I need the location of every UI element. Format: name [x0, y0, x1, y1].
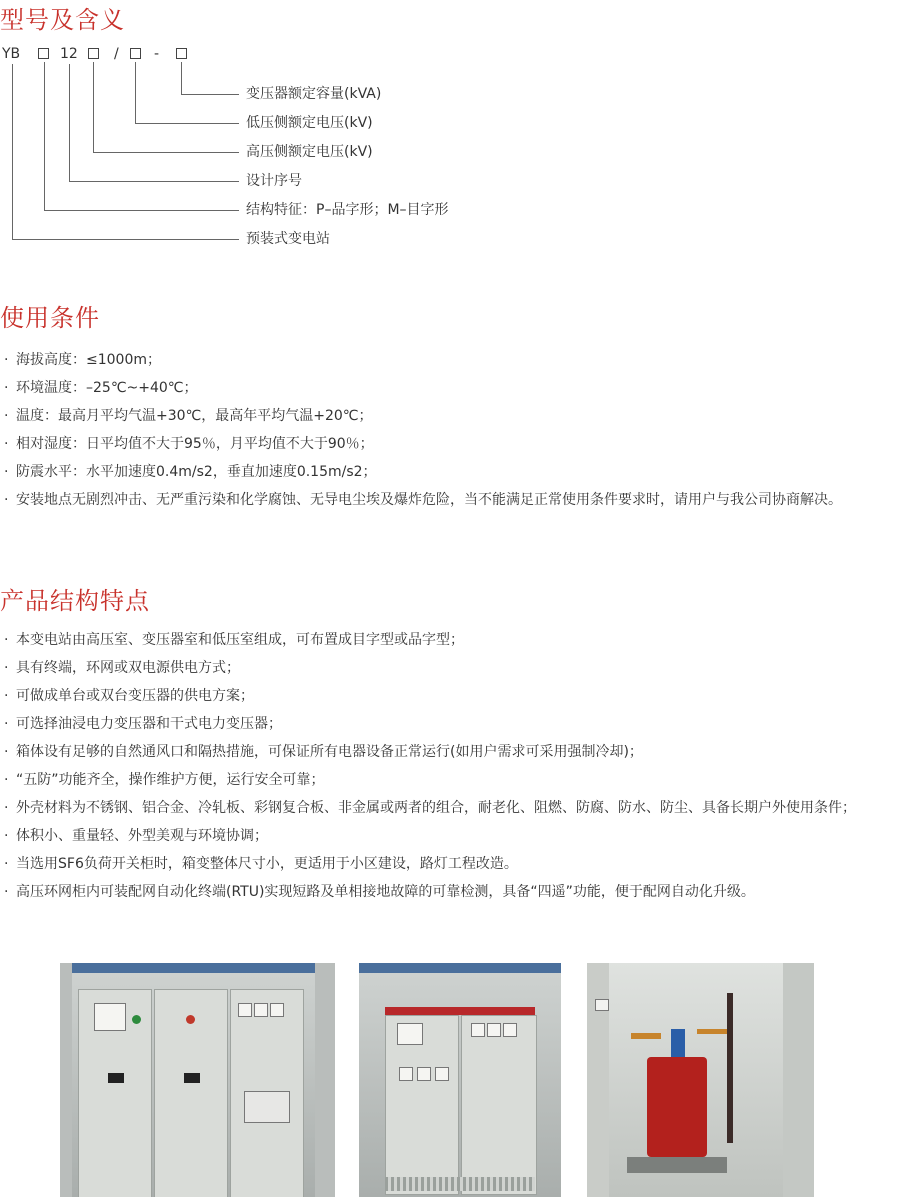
model-square-capacity	[176, 48, 187, 59]
meter-dial	[399, 1067, 413, 1081]
legend-hv-voltage: 高压侧额定电压(kV)	[246, 144, 373, 160]
list-item: · 相对湿度：日平均值不大于95％，月平均值不大于90％；	[0, 430, 905, 458]
legend-lv-voltage: 低压侧额定电压(kV)	[246, 115, 373, 131]
bullet: ·	[4, 408, 9, 424]
bullet: ·	[4, 436, 9, 452]
door-right	[315, 963, 335, 1197]
legend-capacity: 变压器额定容量(kVA)	[246, 86, 382, 102]
indicator-light	[186, 1015, 195, 1024]
leader-line	[12, 239, 239, 240]
gauge	[595, 999, 609, 1011]
list-item: · 环境温度：–25℃~+40℃；	[0, 374, 905, 402]
door-left	[60, 963, 72, 1197]
list-item: · 海拔高度：≤1000m；	[0, 346, 905, 374]
model-slash: /	[114, 46, 119, 62]
roof	[60, 963, 335, 973]
bullet: ·	[4, 352, 9, 368]
photo-switchgear-cabinets	[60, 963, 335, 1197]
list-item: · 安装地点无剧烈冲击、无严重污染和化学腐蚀、无导电尘埃及爆炸危险，当不能满足正常使用条件要求时，请用户与我公司协商解决。	[0, 486, 905, 514]
photo-low-voltage-cabinet	[359, 963, 561, 1197]
operating-slot	[108, 1073, 124, 1083]
model-rating: 12	[60, 46, 78, 62]
busbar	[697, 1029, 727, 1034]
model-code-diagram	[0, 0, 910, 260]
meter-dial	[471, 1023, 485, 1037]
meter-dial	[270, 1003, 284, 1017]
bullet: ·	[4, 744, 9, 760]
name-plate-strip	[385, 1007, 535, 1015]
section-title-model: 型号及含义	[0, 6, 125, 34]
list-item: · 防震水平：水平加速度0.4m/s2，垂直加速度0.15m/s2；	[0, 458, 905, 486]
protection-relay	[244, 1091, 290, 1123]
list-item: · 本变电站由高压室、变压器室和低压室组成，可布置成目字型或品字型；	[0, 626, 905, 654]
door-right	[783, 963, 814, 1197]
leader-line	[135, 123, 239, 124]
meter-window	[94, 1003, 126, 1031]
model-square-lv	[130, 48, 141, 59]
list-item: · 箱体设有足够的自然通风口和隔热措施，可保证所有电器设备正常运行(如用户需求可采用强制冷却)；	[0, 738, 905, 766]
section-title-features: 产品结构特点	[0, 587, 150, 615]
bullet: ·	[4, 884, 9, 900]
list-item: · 体积小、重量轻、外型美观与环境协调；	[0, 822, 905, 850]
model-dash: -	[154, 46, 160, 62]
leader-line	[135, 62, 136, 123]
transformer-coil	[647, 1057, 707, 1157]
cabinet-panel	[461, 1015, 537, 1195]
leader-line	[12, 64, 13, 239]
list-item: · 具有终端，环网或双电源供电方式；	[0, 654, 905, 682]
bullet: ·	[4, 688, 9, 704]
legend-design-serial: 设计序号	[246, 173, 302, 189]
legend-substation: 预装式变电站	[246, 231, 330, 247]
leader-line	[69, 181, 239, 182]
roof	[359, 963, 561, 973]
meter-window	[397, 1023, 423, 1045]
list-item: · 高压环网柜内可装配网自动化终端(RTU)实现短路及单相接地故障的可靠检测，具备“四遥”功能，便于配网自动化升级。	[0, 878, 905, 906]
bullet: ·	[4, 380, 9, 396]
list-item: · 外壳材料为不锈钢、铝合金、冷轧板、彩钢复合板、非金属或两者的组合，耐老化、阻燃、防腐、防水、防尘、具备长期户外使用条件；	[0, 794, 905, 822]
leader-line	[93, 62, 94, 152]
model-prefix: YB	[2, 46, 21, 62]
operating-slot	[184, 1073, 200, 1083]
indicator-light	[132, 1015, 141, 1024]
bullet: ·	[4, 856, 9, 872]
model-code	[0, 44, 200, 64]
meter-dial	[435, 1067, 449, 1081]
bullet: ·	[4, 492, 9, 508]
list-item: · 可选择油浸电力变压器和干式电力变压器；	[0, 710, 905, 738]
bullet: ·	[4, 828, 9, 844]
section-title-conditions: 使用条件	[0, 304, 100, 332]
model-square-structure	[38, 48, 49, 59]
legend-structure: 结构特征：P–品字形；M–目字形	[246, 202, 449, 218]
leader-line	[181, 94, 239, 95]
meter-dial	[238, 1003, 252, 1017]
leader-line	[44, 210, 239, 211]
leader-line	[181, 62, 182, 94]
bullet: ·	[4, 464, 9, 480]
bullet: ·	[4, 632, 9, 648]
leader-line	[69, 64, 70, 181]
list-item: · 温度：最高月平均气温+30℃，最高年平均气温+20℃；	[0, 402, 905, 430]
bullet: ·	[4, 800, 9, 816]
photo-dry-type-transformer	[587, 963, 814, 1197]
meter-dial	[254, 1003, 268, 1017]
model-square-hv	[88, 48, 99, 59]
bullet: ·	[4, 772, 9, 788]
busbar	[631, 1033, 661, 1039]
leader-line	[93, 152, 239, 153]
vent-grille	[385, 1177, 535, 1191]
bullet: ·	[4, 716, 9, 732]
conditions-list	[0, 346, 905, 514]
list-item: · 可做成单台或双台变压器的供电方案；	[0, 682, 905, 710]
cable	[727, 993, 733, 1143]
features-list	[0, 626, 905, 906]
meter-dial	[417, 1067, 431, 1081]
bullet: ·	[4, 660, 9, 676]
leader-line	[44, 62, 45, 210]
list-item: · 当选用SF6负荷开关柜时，箱变整体尺寸小，更适用于小区建设，路灯工程改造。	[0, 850, 905, 878]
meter-dial	[487, 1023, 501, 1037]
meter-dial	[503, 1023, 517, 1037]
list-item: · “五防”功能齐全，操作维护方便，运行安全可靠；	[0, 766, 905, 794]
transformer-base	[627, 1157, 727, 1173]
